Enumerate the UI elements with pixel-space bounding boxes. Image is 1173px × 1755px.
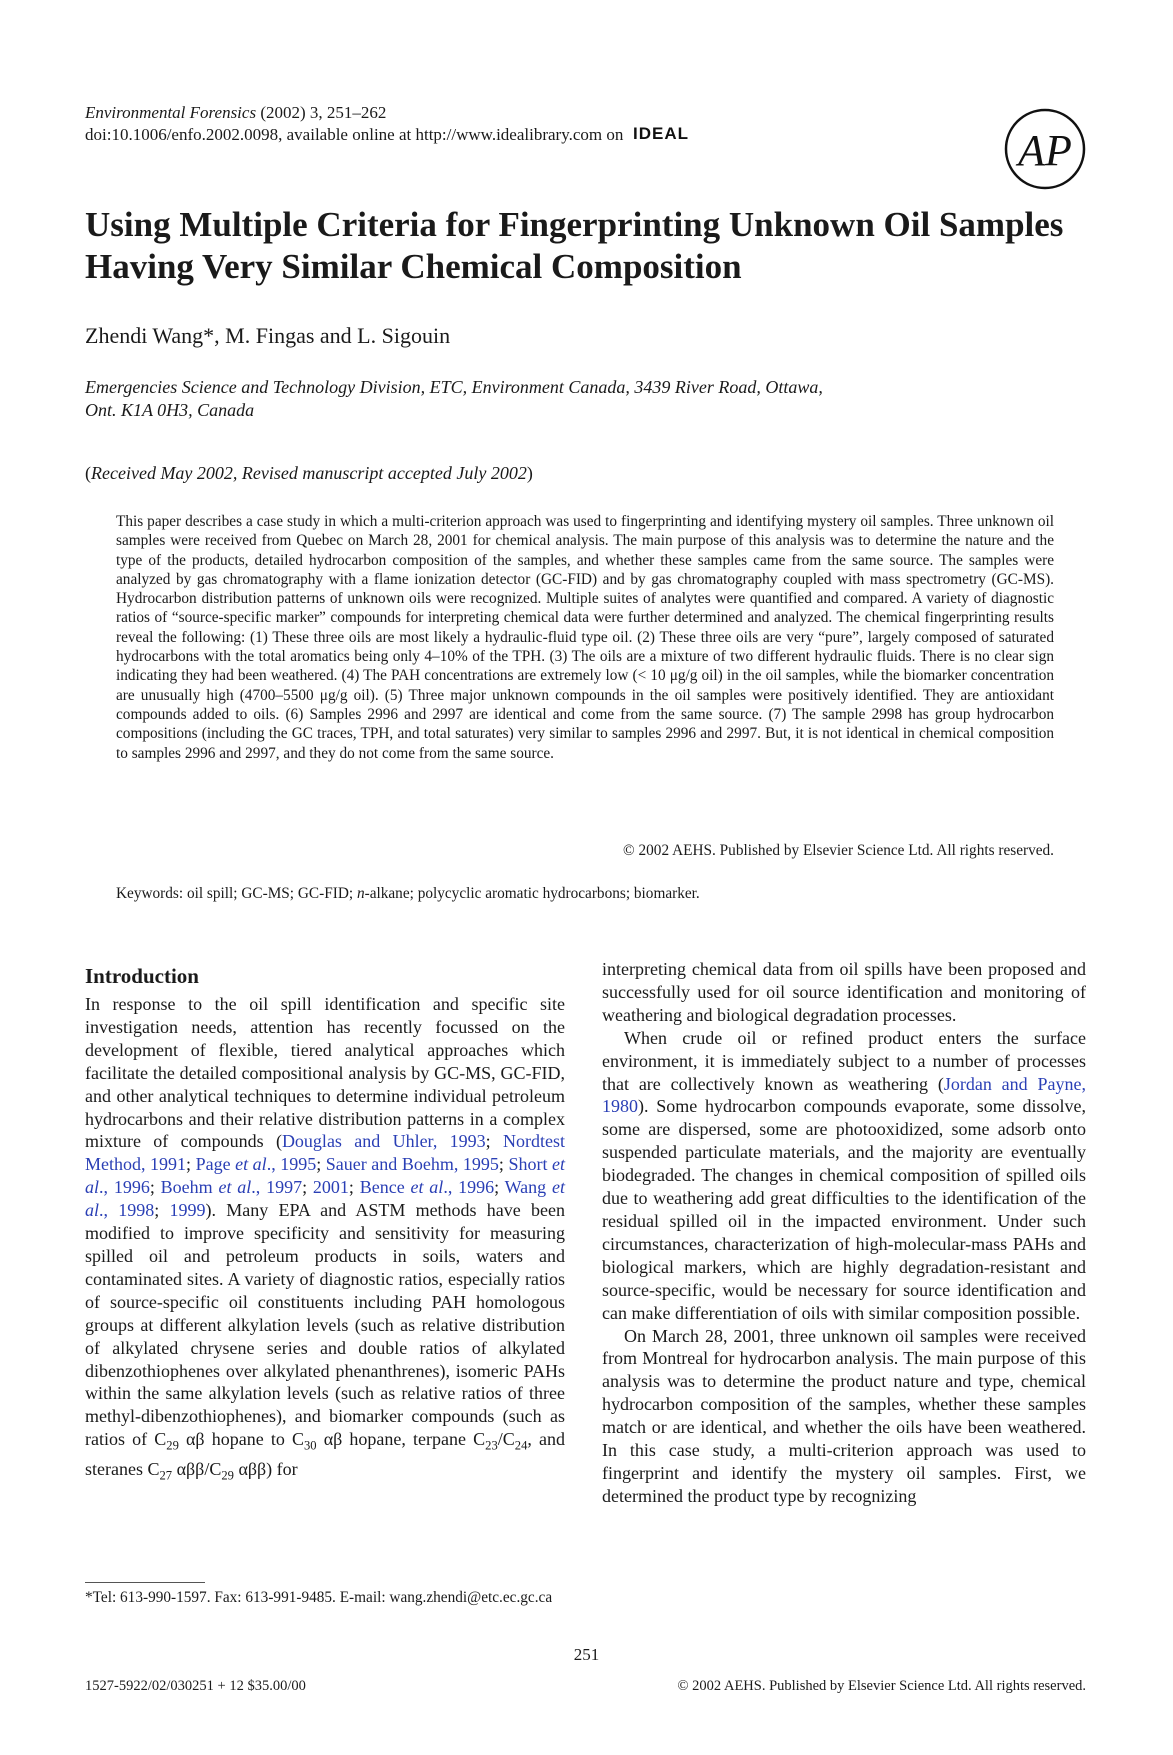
intro-text: In response to the oil spill identification and specific site investigation needs, attention has recently focussed on the development of flexible, tiered analytical approaches which facilitate the detailed compositional analysis by GC-MS, GC-FID, and other analytical techniques to determine individual petroleum hydrocarbons and their relative distribution patterns in a complex mixture of compounds ( — [85, 994, 565, 1152]
citation-author: Boehm — [160, 1177, 219, 1198]
citation-year: ., 1998 — [99, 1200, 155, 1221]
intro-text: αββ/C — [172, 1458, 222, 1479]
citation-link[interactable]: Douglas and Uhler, 1993 — [281, 1131, 486, 1152]
keywords — [116, 885, 700, 903]
separator: ; — [302, 1177, 313, 1198]
citation-author: Wang — [504, 1177, 552, 1198]
keywords-part-2: -alkane; polycyclic aromatic hydrocarbons; biomarker. — [364, 885, 700, 902]
intro-paragraph-1 — [85, 993, 565, 1487]
footer-issn: 1527-5922/02/030251 + 12 $35.00/00 — [85, 1678, 306, 1694]
citation-link[interactable] — [360, 1177, 494, 1197]
footer-copyright: © 2002 AEHS. Published by Elsevier Science Ltd. All rights reserved. — [677, 1678, 1086, 1694]
citation-link[interactable] — [196, 1154, 317, 1174]
separator: ; — [149, 1177, 161, 1198]
subscript: 24 — [514, 1438, 528, 1453]
intro-paragraph-2 — [602, 1027, 1086, 1325]
separator: ; — [494, 1177, 505, 1198]
citation-author: Page — [195, 1154, 236, 1175]
citation-link[interactable] — [161, 1177, 302, 1197]
journal-citation — [85, 102, 708, 123]
citation-year: ., 1996 — [99, 1177, 150, 1198]
citation-etal: et al — [85, 1177, 565, 1221]
ideal-logo — [632, 123, 708, 143]
footnote-divider — [85, 1582, 205, 1583]
publisher-logo — [1003, 107, 1087, 191]
citation-author: Bence — [359, 1177, 411, 1198]
citation-year: ., 1997 — [251, 1177, 303, 1198]
authors: Zhendi Wang*, M. Fingas and L. Sigouin — [85, 323, 451, 348]
separator: ; — [485, 1131, 503, 1152]
keywords-part-1: Keywords: oil spill; GC-MS; GC-FID; — [116, 885, 357, 902]
intro-paragraph-1-continued: interpreting chemical data from oil spills have been proposed and successfully used for oil source identification and monitoring of weathering and biological degradation processes. — [602, 959, 1086, 1025]
citation-year: ., 1995 — [266, 1154, 317, 1175]
keywords-italic: n — [356, 885, 365, 902]
intro-text: αβ hopane to C — [178, 1429, 304, 1450]
intro-text: ). Many EPA and ASTM methods have been modified to improve specificity and sensitivity for measuring spilled oil and petroleum products in soils, waters and contaminated sites. A variety of diagnostic ratios, especially ratios of source-specific oil constituents including PAH homologous groups at different alkylation levels (such as relative distribution of alkylated chrysene series and double ratios of alkylated dibenzothiophenes over alkylated phenanthrenes), isomeric PAHs within the same alkylation levels (such as relative ratios of three methyl-dibenzothiophenes), and biomarker compounds (such as ratios of C — [85, 1200, 565, 1450]
citation-etal: et al — [218, 1177, 252, 1198]
citation-link[interactable]: Sauer and Boehm, 1995 — [325, 1154, 499, 1175]
doi-line — [85, 123, 708, 145]
citation-link[interactable]: 2001 — [312, 1177, 349, 1198]
citation-author: Short — [508, 1154, 552, 1175]
journal-volume-pages: (2002) 3, 251–262 — [256, 103, 387, 122]
received-text: Received May 2002, Revised manuscript accepted July 2002 — [91, 463, 527, 483]
journal-header — [85, 102, 708, 145]
intro-right-column — [602, 958, 1086, 1508]
publisher-logo-text: AP — [1018, 126, 1072, 175]
citation-year: ., 1996 — [443, 1177, 495, 1198]
paper-title: Using Multiple Criteria for Fingerprinting Unknown Oil Samples Having Very Similar Chemical Composition — [85, 205, 1064, 286]
section-heading-introduction: Introduction — [85, 964, 199, 988]
received-dates: (Received May 2002, Revised manuscript accepted July 2002) — [85, 463, 533, 483]
citation-link[interactable]: Jordan and Payne, 1980 — [602, 1073, 1086, 1117]
intro-text: /C — [497, 1429, 515, 1450]
intro-text: , and steranes C — [85, 1429, 565, 1479]
intro-text: αββ) for — [233, 1458, 298, 1479]
separator: ; — [186, 1154, 196, 1175]
intro-text: ). Some hydrocarbon compounds evaporate, some dissolve, some are dispersed, some are photooxidized, some adsorb onto suspended particulate materials, and the majority are eventually biodegraded. The changes in chemical composition of spilled oils due to weathering add great difficulties to the identification of the residual spilled oil in the impacted environment. Under such circumstances, characterization of high-molecular-mass PAHs and biological markers, which are highly degradation-resistant and source-specific, would be necessary for source identification and can make differentiation of oils with similar composition possible. — [602, 1096, 1086, 1323]
separator: ; — [498, 1154, 509, 1175]
subscript: 27 — [159, 1468, 173, 1483]
separator: ; — [154, 1200, 170, 1221]
separator: ; — [316, 1154, 326, 1175]
page-number: 251 — [573, 1645, 600, 1664]
journal-name: Environmental Forensics — [85, 103, 257, 122]
corresponding-author-footnote: *Tel: 613-990-1597. Fax: 613-991-9485. E-mail: wang.zhendi@etc.ec.gc.ca — [85, 1589, 553, 1606]
abstract-copyright: © 2002 AEHS. Published by Elsevier Science Ltd. All rights reserved. — [623, 842, 1054, 859]
affiliation-line-1: Emergencies Science and Technology Division, ETC, Environment Canada, 3439 River Road, Ottawa, — [85, 377, 823, 397]
separator: ; — [348, 1177, 360, 1198]
citation-link[interactable]: Nordtest Method, 1991 — [85, 1131, 565, 1175]
doi-text: doi:10.1006/enfo.2002.0098, available online at http://www.idealibrary.com on — [85, 125, 624, 144]
intro-text: When crude oil or refined product enters the surface environment, it is immediately subject to a number of processes that are collectively known as weathering ( — [602, 1027, 1086, 1094]
abstract: This paper describes a case study in which a multi-criterion approach was used to fingerprinting and identifying mystery oil samples. Three unknown oil samples were received from Quebec on March 28, 2001 for chemical analysis. The main purpose of this analysis was to determine the nature and the type of the products, detailed hydrocarbon composition of the samples, and whether these samples came from the same source. The samples were analyzed by gas chromatography with a flame ionization detector (GC-FID) and by gas chromatography coupled with mass spectrometry (GC-MS). Hydrocarbon distribution patterns of unknown oils were recognized. Multiple suites of analytes were quantified and compared. A variety of diagnostic ratios of “source-specific marker” compounds for interpreting chemical data were further determined and analyzed. The chemical fingerprinting results reveal the following: (1) These three oils are most likely a hydraulic-fluid type oil. (2) These three oils are very “pure”, largely composed of saturated hydrocarbons with the total aromatics being only 4–10% of the TPH. (3) The oils are a mixture of two different hydraulic fluids. There is no clear sign indicating they had been weathered. (4) The PAH concentrations are extremely low (< 10 μg/g oil) in the oil samples, while the biomarker concentration are unusually high (4700–5500 μg/g oil). (5) Three major unknown compounds in the oil samples were positively identified. They are antioxidant compounds added to oils. (6) Samples 2996 and 2997 are identical and come from the same source. (7) The sample 2998 has group hydrocarbon compositions (including the GC traces, TPH, and total saturates) very similar to samples 2996 and 2997. But, it is not identical in chemical composition to samples 2996 and 2997, and they do not come from the same source. — [116, 513, 1054, 762]
subscript: 23 — [485, 1438, 498, 1453]
intro-paragraph-3: On March 28, 2001, three unknown oil samples were received from Montreal for hydrocarbon analysis. The main purpose of this analysis was to determine the product nature and type, chemical hydrocarbon composition of the samples, whether these samples match or are identical, and whether the oils have been weathered. In this case study, a multi-criterion approach was used to fingerprint and identify the mystery oil samples. First, we determined the product type by recognizing — [602, 1325, 1086, 1506]
affiliation — [85, 376, 1065, 422]
intro-text: αβ hopane, terpane C — [316, 1429, 486, 1450]
citation-link[interactable]: 1999 — [169, 1200, 206, 1221]
citation-etal: et al — [85, 1154, 565, 1198]
ideal-logo-text: IDEAL — [632, 124, 689, 143]
affiliation-line-2: Ont. K1A 0H3, Canada — [85, 400, 255, 420]
subscript: 29 — [166, 1438, 179, 1453]
citation-etal: et al — [235, 1154, 267, 1175]
subscript: 30 — [303, 1438, 317, 1453]
citation-etal: et al — [410, 1177, 444, 1198]
subscript: 29 — [221, 1468, 234, 1483]
